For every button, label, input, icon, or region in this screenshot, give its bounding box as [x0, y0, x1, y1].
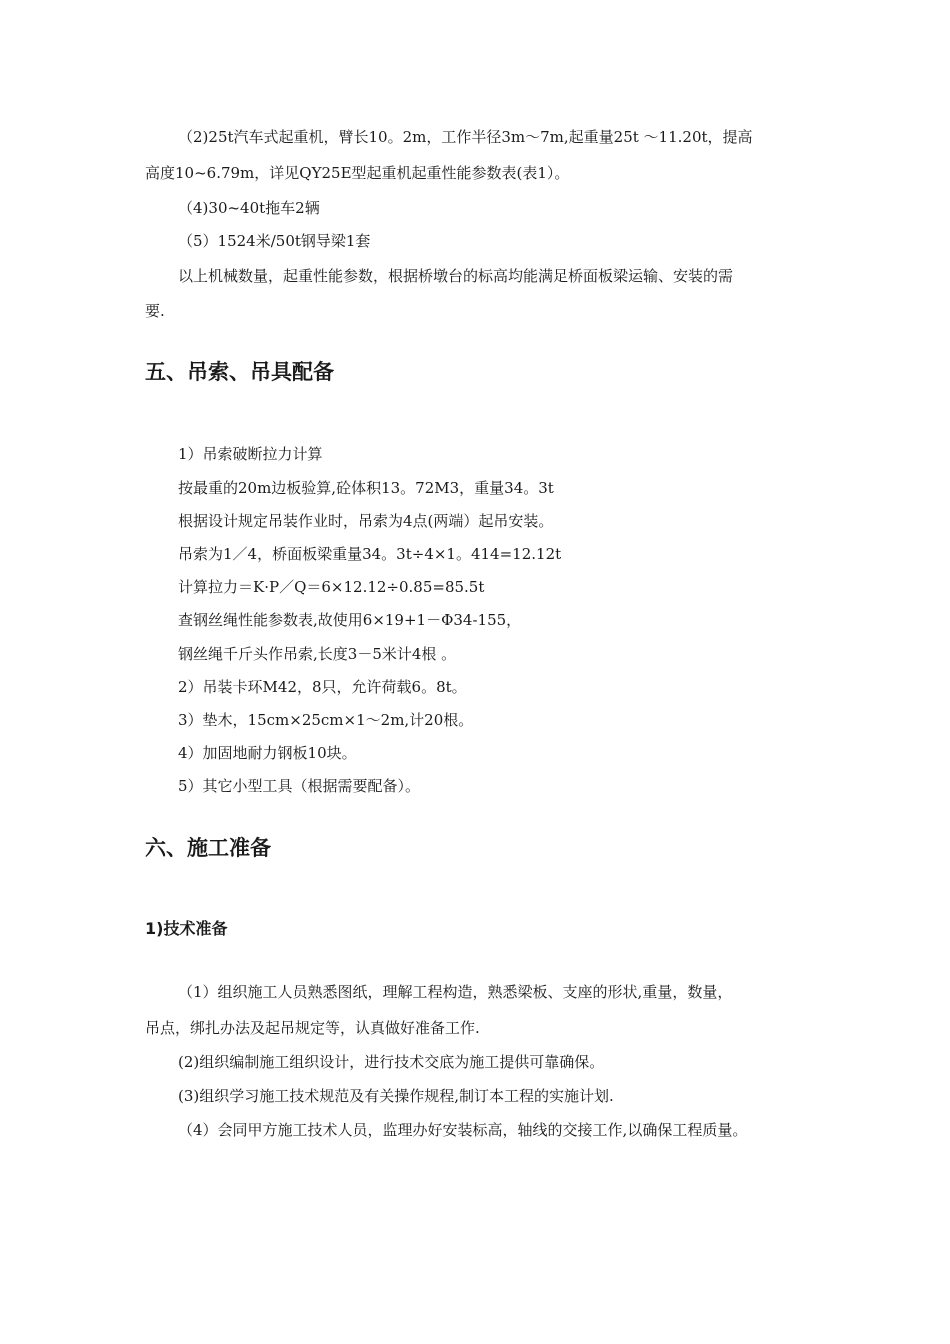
list-item: 2）吊装卡环M42，8只，允许荷载6。8t。 — [178, 678, 467, 696]
list-item: 1）吊索破断拉力计算 — [178, 445, 323, 463]
paragraph-line: (2)组织编制施工组织设计，进行技术交底为施工提供可靠确保。 — [178, 1053, 605, 1071]
section-heading: 六、施工准备 — [145, 836, 271, 860]
paragraph-line: 吊点，绑扎办法及起吊规定等，认真做好准备工作. — [145, 1019, 480, 1037]
paragraph-line: 高度10~6.79m，详见QY25E型起重机起重性能参数表(表1）。 — [145, 164, 570, 182]
list-item: 查钢丝绳性能参数表,故使用6×19+1－Φ34-155， — [178, 611, 522, 629]
paragraph-line: （4）会同甲方施工技术人员，监理办好安装标高，轴线的交接工作,以确保工程质量。 — [178, 1121, 748, 1139]
list-item: 3）垫木，15cm×25cm×1～2m,计20根。 — [178, 711, 474, 729]
section-heading: 五、吊索、吊具配备 — [145, 360, 334, 384]
list-item: 钢丝绳千斤头作吊索,长度3－5米计4根 。 — [178, 645, 457, 663]
paragraph-line: 以上机械数量，起重性能参数，根据桥墩台的标高均能满足桥面板梁运输、安装的需 — [178, 267, 734, 285]
list-item: 计算拉力＝K·P／Q＝6×12.12÷0.85=85.5t — [178, 578, 485, 596]
paragraph-line: （5）1524米/50t钢导梁1套 — [178, 232, 371, 250]
paragraph-line: （2)25t汽车式起重机，臂长10。2m，工作半径3m～7m,起重量25t ～11.20t，提高 — [178, 128, 753, 146]
paragraph-line: (3)组织学习施工技术规范及有关操作规程,制订本工程的实施计划. — [178, 1087, 614, 1105]
paragraph-line: （1）组织施工人员熟悉图纸，理解工程构造，熟悉梁板、支座的形状,重量，数量， — [178, 983, 733, 1001]
list-item: 5）其它小型工具（根据需要配备）。 — [178, 777, 421, 795]
paragraph-line: （4)30~40t拖车2辆 — [178, 199, 320, 217]
paragraph-line: 要. — [145, 302, 165, 320]
list-item: 4）加固地耐力钢板10块。 — [178, 744, 357, 762]
list-item: 吊索为1／4，桥面板梁重量34。3t÷4×1。414=12.12t — [178, 545, 562, 563]
list-item: 按最重的20m边板验算,砼体积13。72M3，重量34。3t — [178, 479, 554, 497]
list-item: 根据设计规定吊装作业时，吊索为4点(两端）起吊安装。 — [178, 512, 554, 530]
subsection-heading: 1)技术准备 — [145, 919, 228, 938]
